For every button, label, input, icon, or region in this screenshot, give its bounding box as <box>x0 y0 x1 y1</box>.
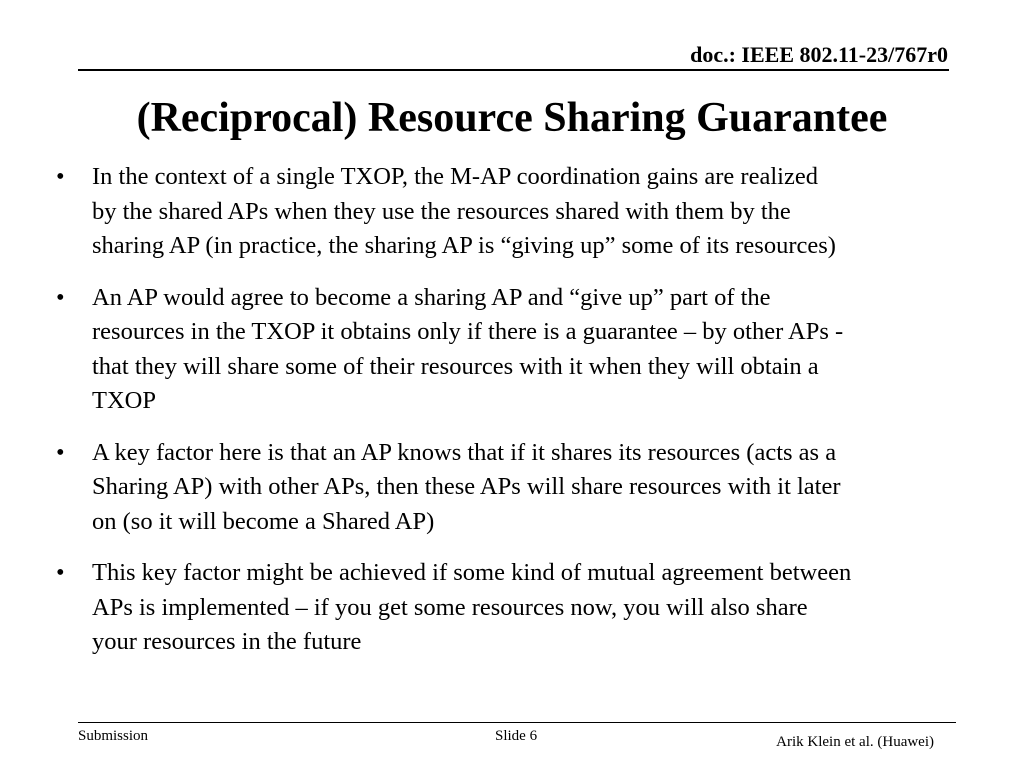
bullet-marker: • <box>56 163 65 190</box>
bullet-item <box>56 160 986 264</box>
bullet-marker: • <box>56 559 65 586</box>
bullet-line: Sharing AP) with other APs, then these APs will share resources with it later <box>92 473 841 500</box>
slide-number: Slide 6 <box>495 728 538 744</box>
bullet-line: APs is implemented – if you get some resources now, you will also share <box>92 593 808 621</box>
document-id: doc.: IEEE 802.11-23/767r0 <box>690 42 948 67</box>
bullet-marker: • <box>56 283 65 311</box>
bullet-text <box>92 556 986 660</box>
bullet-line: In the context of a single TXOP, the M-AP coordination gains are realized <box>92 163 818 190</box>
bullet-item <box>56 556 986 660</box>
bullet-item <box>56 436 986 540</box>
bullet-text <box>92 281 986 419</box>
bullet-list <box>56 160 986 677</box>
bullet-line: sharing AP (in practice, the sharing AP is “giving up” some of its resources) <box>92 232 836 259</box>
footer-divider <box>78 722 956 723</box>
bullet-line: by the shared APs when they use the resources shared with them by the <box>92 197 791 225</box>
bullet-text <box>92 160 986 264</box>
bullet-item <box>56 281 986 419</box>
footer-authors: Arik Klein et al. (Huawei) <box>776 734 934 750</box>
bullet-line: on (so it will become a Shared AP) <box>92 507 435 535</box>
bullet-line: A key factor here is that an AP knows that if it shares its resources (acts as a <box>92 438 837 466</box>
bullet-line: This key factor might be achieved if some kind of mutual agreement between <box>92 559 852 586</box>
bullet-text <box>92 436 986 540</box>
bullet-line: that they will share some of their resources with it when they will obtain a <box>92 352 819 380</box>
slide-title: (Reciprocal) Resource Sharing Guarantee <box>136 95 888 141</box>
bullet-line: resources in the TXOP it obtains only if there is a guarantee – by other APs - <box>92 318 844 345</box>
bullet-line: TXOP <box>92 387 156 414</box>
footer-submission: Submission <box>78 728 149 744</box>
bullet-marker: • <box>56 438 65 466</box>
bullet-line: your resources in the future <box>92 628 362 655</box>
header-divider <box>78 69 949 71</box>
bullet-line: An AP would agree to become a sharing AP and “give up” part of the <box>92 283 771 311</box>
